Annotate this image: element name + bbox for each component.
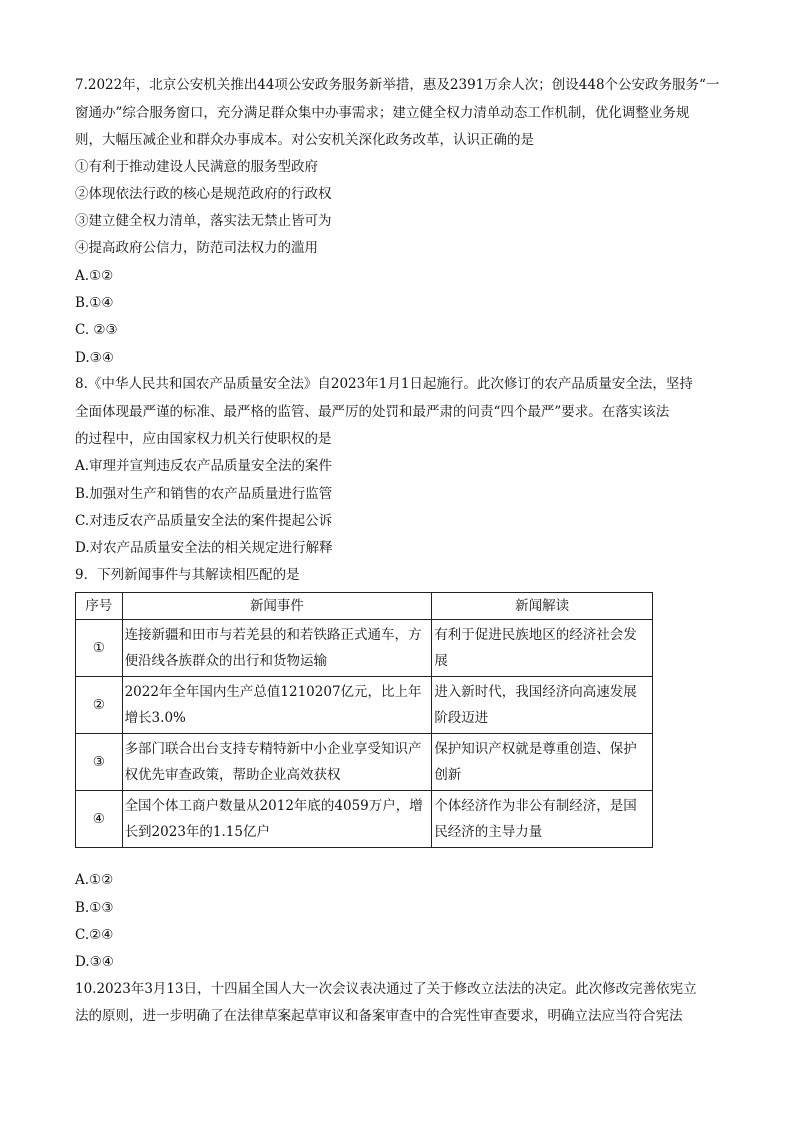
q10-stem-line-2: 法的原则，进一步明确了在法律草案起草审议和备案审查中的合宪性审查要求，明确立法应当符合宪法 bbox=[75, 1008, 683, 1024]
q10-stem-line-1: 10.2023年3月13日，十四届全国人大一次会议表决通过了关于修改立法法的决定。此次修改完善依宪立 bbox=[75, 981, 697, 997]
row-number: ② bbox=[76, 677, 123, 734]
row-reading: 有利于促进民族地区的经济社会发展 bbox=[432, 620, 653, 677]
header-number: 序号 bbox=[76, 593, 123, 620]
q7-statement-4: ④提高政府公信力，防范司法权力的滥用 bbox=[75, 240, 318, 256]
row-reading: 保护知识产权就是尊重创造、保护创新 bbox=[432, 734, 653, 791]
row-reading: 个体经济作为非公有制经济，是国民经济的主导力量 bbox=[432, 791, 653, 848]
q7-stem-line-3: 则，大幅压减企业和群众办事成本。对公安机关深化政务改革，认识正确的是 bbox=[75, 132, 534, 148]
table-row bbox=[76, 677, 653, 734]
q9-option-d: D.③④ bbox=[75, 954, 114, 970]
table-row bbox=[76, 791, 653, 848]
header-event: 新闻事件 bbox=[122, 593, 432, 620]
q7-statement-3: ③建立健全权力清单，落实法无禁止皆可为 bbox=[75, 213, 332, 229]
q8-option-d: D.对农产品质量安全法的相关规定进行解释 bbox=[75, 540, 333, 556]
q7-option-d: D.③④ bbox=[75, 350, 114, 366]
q8-option-c: C.对违反农产品质量安全法的案件提起公诉 bbox=[75, 513, 333, 529]
row-event: 2022年全年国内生产总值1210207亿元，比上年增长3.0% bbox=[122, 677, 432, 734]
q7-statement-2: ②体现依法行政的核心是规范政府的行政权 bbox=[75, 186, 332, 202]
q8-option-a: A.审理并宣判违反农产品质量安全法的案件 bbox=[75, 458, 333, 474]
q7-stem-line-2: 窗通办”综合服务窗口，充分满足群众集中办事需求；建立健全权力清单动态工作机制，优化调整业务规 bbox=[75, 105, 690, 121]
table-header-row bbox=[76, 593, 653, 620]
header-reading: 新闻解读 bbox=[432, 593, 653, 620]
table-row bbox=[76, 620, 653, 677]
row-event: 多部门联合出台支持专精特新中小企业享受知识产权优先审查政策，帮助企业高效获权 bbox=[122, 734, 432, 791]
q8-stem-line-2: 全面体现最严谨的标准、最严格的监管、最严厉的处罚和最严肃的问责“四个最严”要求。在落实该法 bbox=[75, 404, 670, 420]
q8-option-b: B.加强对生产和销售的农产品质量进行监管 bbox=[75, 486, 333, 502]
q9-option-a: A.①② bbox=[75, 872, 114, 888]
q9-stem: 9．下列新闻事件与其解读相匹配的是 bbox=[75, 567, 300, 583]
q7-statement-1: ①有利于推动建设人民满意的服务型政府 bbox=[75, 159, 318, 175]
row-number: ③ bbox=[76, 734, 123, 791]
q7-option-a: A.①② bbox=[75, 268, 114, 284]
q7-option-c: C. ②③ bbox=[75, 322, 118, 338]
row-reading: 进入新时代，我国经济向高速发展阶段迈进 bbox=[432, 677, 653, 734]
q8-stem-line-1: 8.《中华人民共和国农产品质量安全法》自2023年1月1日起施行。此次修订的农产品质量安全法，坚持 bbox=[75, 376, 693, 392]
q9-option-b: B.①③ bbox=[75, 900, 114, 916]
row-event: 连接新疆和田市与若羌县的和若铁路正式通车，方便沿线各族群众的出行和货物运输 bbox=[122, 620, 432, 677]
row-number: ① bbox=[76, 620, 123, 677]
q7-option-b: B.①④ bbox=[75, 295, 114, 311]
q9-option-c: C.②④ bbox=[75, 927, 114, 943]
q8-stem-line-3: 的过程中，应由国家权力机关行使职权的是 bbox=[75, 431, 332, 447]
news-table bbox=[75, 592, 653, 848]
row-number: ④ bbox=[76, 791, 123, 848]
q7-stem-line-1: 7.2022年，北京公安机关推出44项公安政务服务新举措，惠及2391万余人次；创设448个公安政务服务“一 bbox=[75, 77, 720, 93]
table-row bbox=[76, 734, 653, 791]
row-event: 全国个体工商户数量从2012年底的4059万户，增长到2023年的1.15亿户 bbox=[122, 791, 432, 848]
